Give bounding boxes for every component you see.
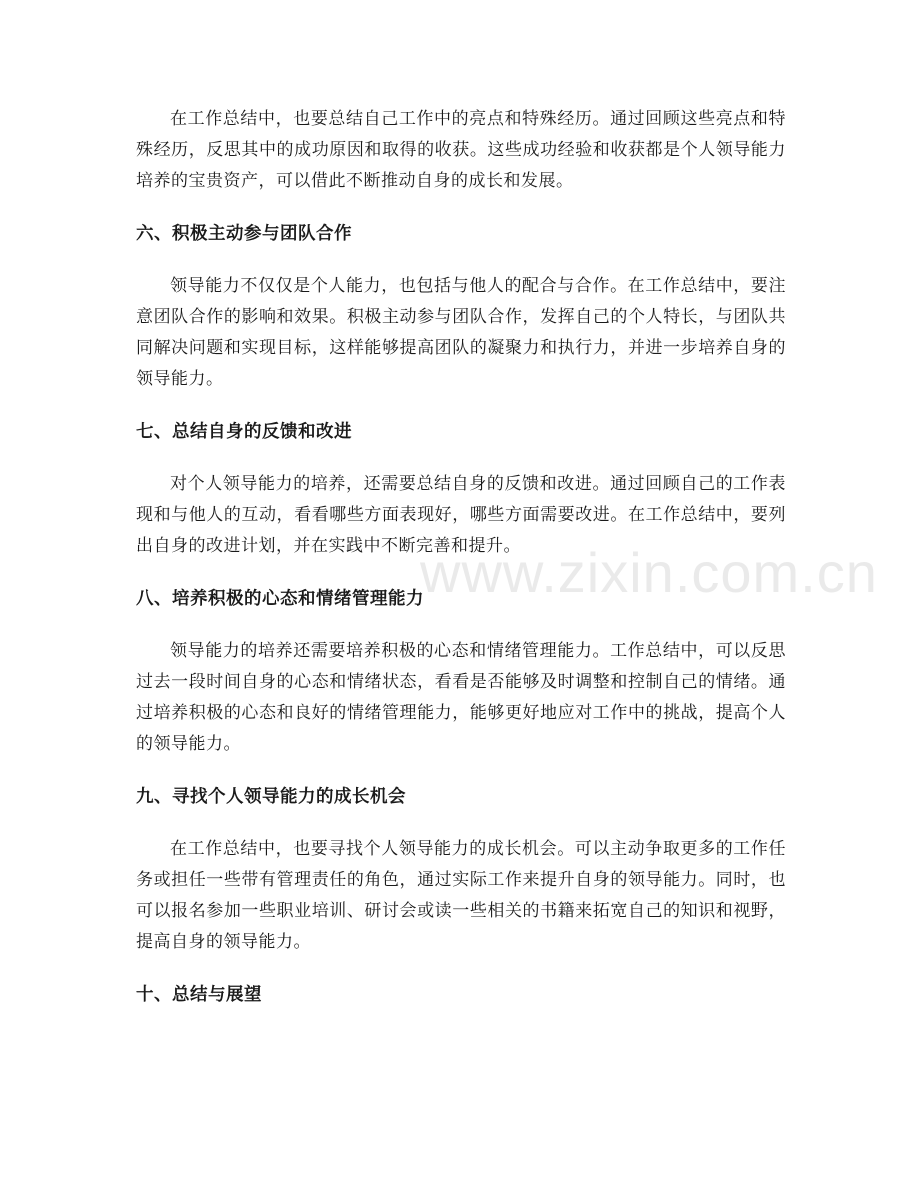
section-heading-9: 九、寻找个人领导能力的成长机会 bbox=[136, 787, 406, 807]
paragraph-growth: 在工作总结中，也要寻找个人领导能力的成长机会。可以主动争取更多的工作任务或担任一些带有管理责任的角色，通过实际工作来提升自身的领导能力。同时，也可以报名参加一些职业培训、研讨会或读一些相关的书籍来拓宽自己的知识和视野，提高自身的领导能力。 bbox=[136, 839, 786, 952]
paragraph-mindset: 领导能力的培养还需要培养积极的心态和情绪管理能力。工作总结中，可以反思过去一段时间自身的心态和情绪状态，看看是否能够及时调整和控制自己的情绪。通过培养积极的心态和良好的情绪管理能力，能够更好地应对工作中的挑战，提高个人的领导能力。 bbox=[136, 641, 786, 754]
paragraph-feedback: 对个人领导能力的培养，还需要总结自身的反馈和改进。通过回顾自己的工作表现和与他人的互动，看看哪些方面表现好，哪些方面需要改进。在工作总结中，要列出自身的改进计划，并在实践中不断完善和提升。 bbox=[136, 474, 786, 556]
document-body bbox=[136, 104, 786, 1032]
watermark-text: www.zixin.com.cn bbox=[420, 541, 878, 604]
section-heading-7: 七、总结自身的反馈和改进 bbox=[136, 422, 352, 442]
section-heading-6: 六、积极主动参与团队合作 bbox=[136, 224, 352, 244]
paragraph-highlights: 在工作总结中，也要总结自己工作中的亮点和特殊经历。通过回顾这些亮点和特殊经历，反思其中的成功原因和取得的收获。这些成功经验和收获都是个人领导能力培养的宝贵资产，可以借此不断推动自身的成长和发展。 bbox=[136, 109, 786, 191]
paragraph-teamwork: 领导能力不仅仅是个人能力，也包括与他人的配合与合作。在工作总结中，要注意团队合作的影响和效果。积极主动参与团队合作，发挥自己的个人特长，与团队共同解决问题和实现目标，这样能够提高团队的凝聚力和执行力，并进一步培养自身的领导能力。 bbox=[136, 276, 786, 389]
section-heading-10: 十、总结与展望 bbox=[136, 985, 262, 1005]
section-heading-8: 八、培养积极的心态和情绪管理能力 bbox=[136, 589, 424, 609]
